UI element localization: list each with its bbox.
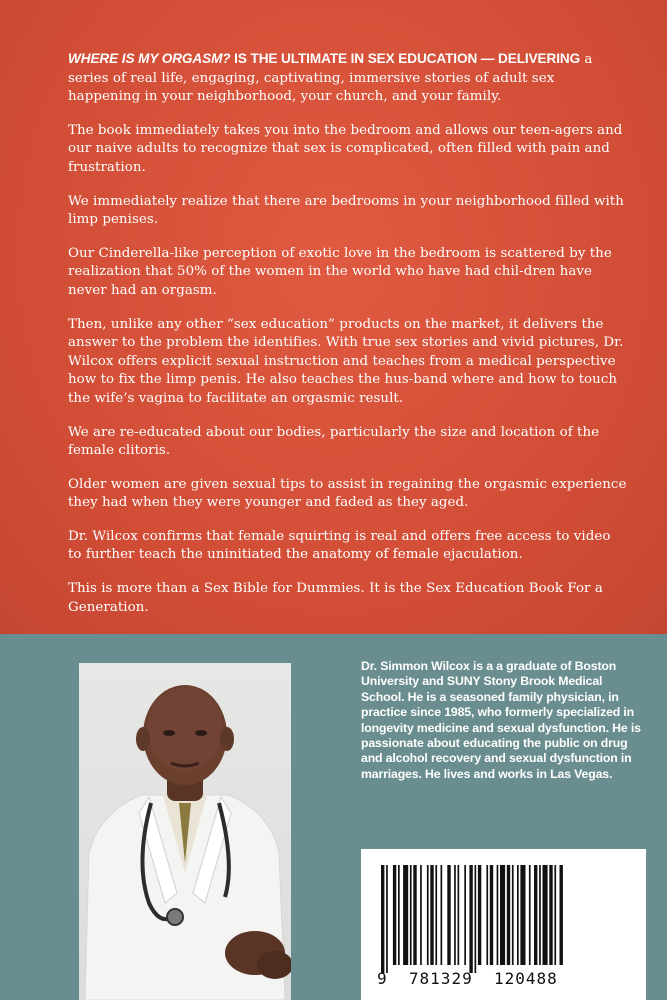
barcode-bar (490, 865, 493, 965)
blurb-paragraph-4: Then, unlike any other “sex education” products on the market, it delivers the answer to the problem the identifies. With true sex stories and vivid pictures, Dr. Wilcox offers explicit sexual instruction and teaches from a medical perspective how to fix the limp penis. He also teaches the hus-band where and how to touch the wife’s vagina to facilitate an orgasmic result. (68, 316, 624, 406)
barcode-bar (413, 865, 416, 965)
author-bio: Dr. Simmon Wilcox is a a graduate of Boston University and SUNY Stony Brook Medical School. He is a seasoned family physician, in practice since 1985, who formerly specialized in longevity medicine and sexual dysfunction. He is passionate about educating the public on drug and alcohol recovery and sexual dysfunction in marriages. He lives and works in Las Vegas. (361, 659, 641, 781)
barcode-bar (512, 865, 514, 965)
barcode-bar (398, 865, 400, 965)
barcode-bar (427, 865, 429, 965)
barcode-bar (478, 865, 481, 965)
barcode-bar (517, 865, 519, 965)
barcode-bar (464, 865, 466, 965)
barcode-bar (393, 865, 396, 965)
barcode-bar (520, 865, 525, 965)
lead-heading (68, 51, 580, 66)
barcode-bar (529, 865, 531, 965)
lead-heading-rest: IS THE ULTIMATE IN SEX EDUCATION — DELIVERING (230, 51, 581, 66)
barcode-right-group: 120488 (493, 969, 558, 988)
blurb-paragraph-5: We are re-educated about our bodies, particularly the size and location of the female clitoris. (68, 424, 600, 459)
blurb-paragraph-8: This is more than a Sex Bible for Dummies. It is the Sex Education Book For a Generation. (68, 581, 603, 615)
blurb-paragraph-6: Older women are given sexual tips to assist in regaining the orgasmic experience they had when they were younger and faded as they aged. (68, 476, 627, 511)
barcode-bar (420, 865, 422, 965)
barcode-bar (447, 865, 450, 965)
barcode-bar (486, 865, 488, 965)
barcode-bar (403, 865, 408, 965)
barcode-bar (381, 865, 384, 973)
blurb-paragraph-7: Dr. Wilcox confirms that female squirting is real and offers free access to video to further teach the uninitiated the anatomy of female ejaculation. (68, 528, 611, 563)
barcode-bar (500, 865, 505, 965)
lead-paragraph (68, 50, 628, 107)
blurb-paragraph-2: We immediately realize that there are bedrooms in your neighborhood filled with limp penises. (68, 193, 624, 228)
barcode-bar (410, 865, 412, 965)
barcode-left-group: 781329 (408, 969, 473, 988)
book-title: WHERE IS MY ORGASM? (68, 51, 231, 66)
barcode-prefix: 9 (377, 969, 388, 988)
isbn-barcode (361, 849, 646, 1000)
barcode-bar (386, 865, 388, 973)
barcode-bar (458, 865, 460, 965)
barcode-bar (539, 865, 541, 965)
barcode-bar (554, 865, 556, 965)
barcode-bar (454, 865, 456, 965)
barcode-bar (497, 865, 499, 965)
barcode-bar (475, 865, 477, 973)
barcode-digits (377, 969, 639, 988)
blurb-paragraph-1: The book immediately takes you into the bedroom and allows our teen-agers and our naive adults to recognize that sex is complicated, often filled with pain and frustration. (68, 122, 623, 175)
barcode-bar (507, 865, 510, 965)
lead-continuation: a series of real life, engaging, captivating, immersive stories of adult sex happening in your neighborhood, your church, and your family. (68, 52, 593, 105)
author-portrait-illustration (79, 663, 291, 1000)
author-photo (79, 663, 291, 1000)
barcode-bar (469, 865, 472, 973)
barcode-bar (534, 865, 537, 965)
barcode-bar (543, 865, 548, 965)
blurb-text (68, 50, 628, 632)
barcode-bar (549, 865, 552, 965)
barcode-bar (441, 865, 443, 965)
barcode-bar (435, 865, 437, 965)
blurb-paragraph-3: Our Cinderella-like perception of exotic love in the bedroom is scattered by the realization that 50% of the women in the world who have had chil-dren have never had an orgasm. (68, 245, 612, 298)
barcode-bar (560, 865, 563, 965)
barcode-bar (430, 865, 433, 965)
